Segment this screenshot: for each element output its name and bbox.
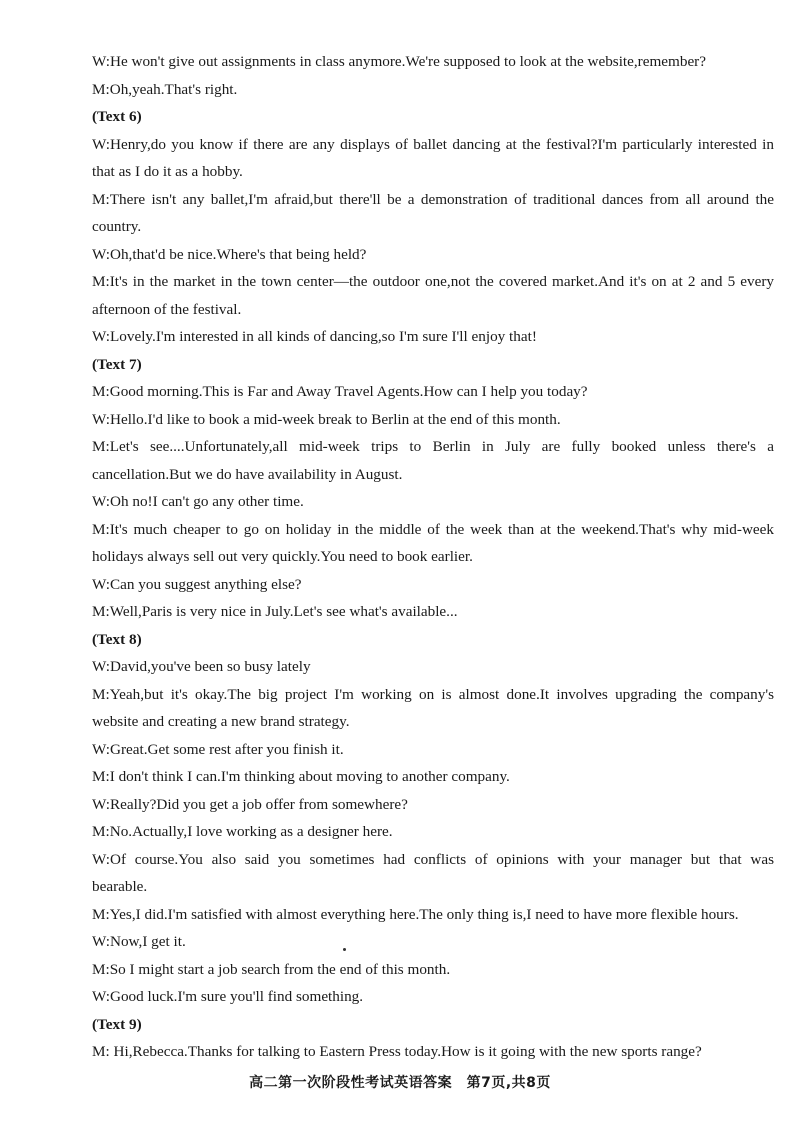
- dialogue-line: afternoon of the festival.: [92, 300, 242, 318]
- dialogue-line: W:Henry,do you know if there are any displays of ballet dancing at the festival?I'm particularly interested in: [92, 135, 774, 153]
- dialogue-line: W:Good luck.I'm sure you'll find something.: [92, 988, 364, 1005]
- dialogue-line: W:Of course.You also said you sometimes had conflicts of opinions with your manager but that was: [92, 850, 774, 868]
- dialogue-line: W:Really?Did you get a job offer from somewhere?: [92, 795, 408, 813]
- dialogue-line: holidays always sell out very quickly.You need to book earlier.: [92, 548, 473, 565]
- dialogue-line: M: Hi,Rebecca.Thanks for talking to Eastern Press today.How is it going with the new sports range?: [92, 1043, 702, 1060]
- dialogue-line: M:Let's see....Unfortunately,all mid-week trips to Berlin in July are fully booked unless there's a: [92, 438, 774, 455]
- dialogue-line: W:Now,I get it.: [92, 933, 186, 950]
- dialogue-line: W:He won't give out assignments in class anymore.We're supposed to look at the website,remember?: [92, 53, 706, 70]
- dialogue-line: that as I do it as a hobby.: [92, 163, 243, 180]
- section-heading: (Text 9): [92, 1015, 142, 1033]
- section-heading: (Text 7): [92, 355, 142, 373]
- transcript-body: [92, 48, 774, 1066]
- dialogue-line: W:David,you've been so busy lately: [92, 658, 311, 675]
- dialogue-line: M:Oh,yeah.That's right.: [92, 80, 238, 98]
- dialogue-line: M:Yes,I did.I'm satisfied with almost everything here.The only thing is,I need to have more flexible hours.: [92, 905, 739, 923]
- dialogue-line: cancellation.But we do have availability in August.: [92, 465, 403, 483]
- dialogue-line: W:Lovely.I'm interested in all kinds of dancing,so I'm sure I'll enjoy that!: [92, 328, 537, 345]
- dialogue-line: website and creating a new brand strategy.: [92, 713, 350, 730]
- section-heading: (Text 8): [92, 630, 142, 648]
- dialogue-line: country.: [92, 218, 142, 235]
- dialogue-line: W:Great.Get some rest after you finish it.: [92, 740, 344, 758]
- page-footer: 高二第一次阶段性考试英语答案 第7页,共8页: [249, 1075, 551, 1091]
- dialogue-line: M:It's much cheaper to go on holiday in the middle of the week than at the weekend.That's why mid-week: [92, 520, 774, 538]
- dialogue-line: W:Oh,that'd be nice.Where's that being held?: [92, 245, 367, 263]
- dialogue-line: M:I don't think I can.I'm thinking about moving to another company.: [92, 768, 510, 785]
- dialogue-line: W:Hello.I'd like to book a mid-week break to Berlin at the end of this month.: [92, 410, 561, 428]
- dialogue-line: W:Oh no!I can't go any other time.: [92, 493, 304, 510]
- dialogue-line: M:Good morning.This is Far and Away Travel Agents.How can I help you today?: [92, 383, 588, 400]
- dialogue-line: M:No.Actually,I love working as a designer here.: [92, 823, 393, 840]
- dialogue-line: W:Can you suggest anything else?: [92, 575, 302, 593]
- dialogue-line: M:Yeah,but it's okay.The big project I'm working on is almost done.It involves upgrading the company's: [92, 685, 774, 703]
- dialogue-line: M:Well,Paris is very nice in July.Let's see what's available...: [92, 603, 458, 620]
- dialogue-line: bearable.: [92, 878, 148, 895]
- dialogue-line: M:It's in the market in the town center—the outdoor one,not the covered market.And it's on at 2 and 5 every: [92, 273, 774, 290]
- dialogue-line: M:There isn't any ballet,I'm afraid,but there'll be a demonstration of traditional dances from all around the: [92, 190, 774, 208]
- section-heading: (Text 6): [92, 108, 142, 125]
- dialogue-line: M:So I might start a job search from the end of this month.: [92, 960, 451, 978]
- scan-speck: [343, 948, 346, 951]
